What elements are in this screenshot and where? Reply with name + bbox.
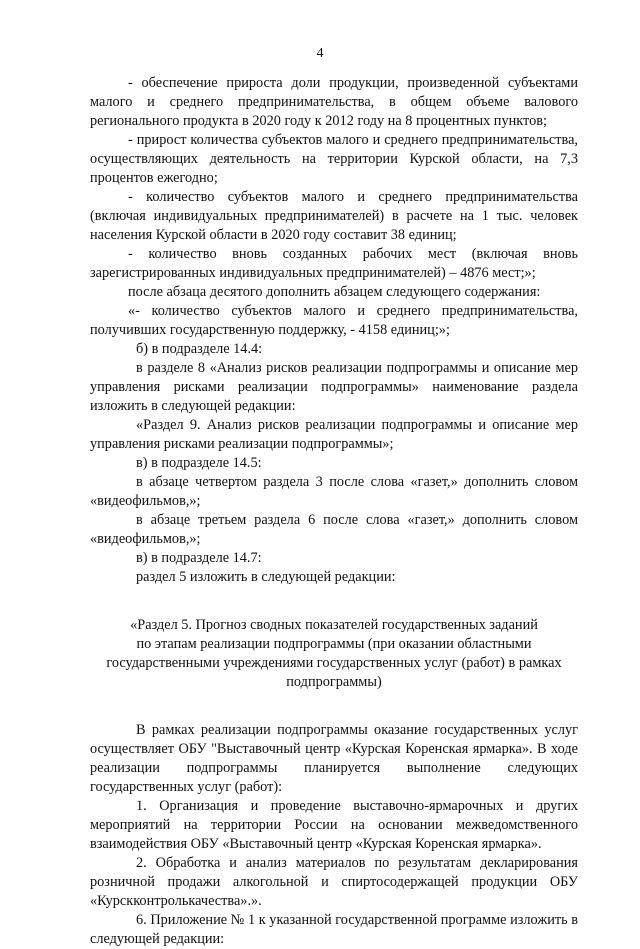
- paragraph-appendix: 6. Приложение № 1 к указанной государственной программе изложить в следующей редакции:: [90, 912, 578, 947]
- paragraph-per-thousand: - количество субъектов малого и среднего предпринимательства (включая индивидуальных предпринимателей) в расчете на 1 тыс. человек населения Курской области в 2020 году составит 38 единиц;: [90, 189, 578, 243]
- paragraph-after-tenth: после абзаца десятого дополнить абзацем следующего содержания:: [128, 284, 541, 300]
- document-body: [90, 74, 578, 949]
- heading-line: по этапам реализации подпрограммы (при оказании областными: [136, 636, 532, 652]
- section-heading: [90, 616, 578, 692]
- paragraph-section-6: в абзаце третьем раздела 6 после слова «газет,» дополнить словом «видеофильмов,»;: [90, 512, 578, 547]
- paragraph-section-5-intro: раздел 5 изложить в следующей редакции:: [136, 569, 396, 585]
- paragraph-new-jobs: - количество вновь созданных рабочих мест (включая вновь зарегистрированных индивидуальных предпринимателей) – 4876 мест;»;: [90, 246, 578, 281]
- paragraph-supported-count: «- количество субъектов малого и среднего предпринимательства, получивших государственную поддержку, - 4158 единиц;»;: [90, 303, 578, 338]
- paragraph-section-9: «Раздел 9. Анализ рисков реализации подпрограммы и описание мер управления рисками реализации подпрограммы»;: [90, 417, 578, 452]
- paragraph-service-1: 1. Организация и проведение выставочно-ярмарочных и других мероприятий на территории России на основании межведомственного взаимодействия ОБУ «Выставочный центр «Курская Коренская ярмарка».: [90, 798, 578, 852]
- heading-line: «Раздел 5. Прогноз сводных показателей государственных заданий: [130, 617, 538, 633]
- paragraph-service-2: 2. Обработка и анализ материалов по результатам декларирования розничной продажи алкогольной и спиртосодержащей продукции ОБУ «Курскконтролькачества».».: [90, 855, 578, 909]
- paragraph-subsection-14-5: в) в подразделе 14.5:: [136, 455, 262, 471]
- heading-line: подпрограммы): [286, 674, 382, 690]
- paragraph-subsection-14-4: б) в подразделе 14.4:: [136, 341, 263, 357]
- paragraph-section-3: в абзаце четвертом раздела 3 после слова «газет,» дополнить словом «видеофильмов,»;: [90, 474, 578, 509]
- paragraph-share-growth: - обеспечение прироста доли продукции, произведенной субъектами малого и среднего предпринимательства, в общем объеме валового регионального продукта в 2020 году к 2012 году на 8 процентных пунктов;: [90, 75, 578, 129]
- heading-line: государственными учреждениями государственных услуг (работ) в рамках: [106, 655, 562, 671]
- page-number: 4: [316, 46, 324, 61]
- paragraph-count-growth: - прирост количества субъектов малого и среднего предпринимательства, осуществляющих деятельность на территории Курской области, на 7,3 процентов ежегодно;: [90, 132, 578, 186]
- paragraph-subsection-14-7: в) в подразделе 14.7:: [136, 550, 262, 566]
- paragraph-services-intro: В рамках реализации подпрограммы оказание государственных услуг осуществляет ОБУ "Выставочный центр «Курская Коренская ярмарка». В ходе реализации подпрограммы планируется выполнение следующих государственных услуг (работ):: [90, 722, 578, 795]
- paragraph-section-8: в разделе 8 «Анализ рисков реализации подпрограммы и описание мер управления рисками реализации подпрограммы» наименование раздела изложить в следующей редакции:: [90, 360, 578, 414]
